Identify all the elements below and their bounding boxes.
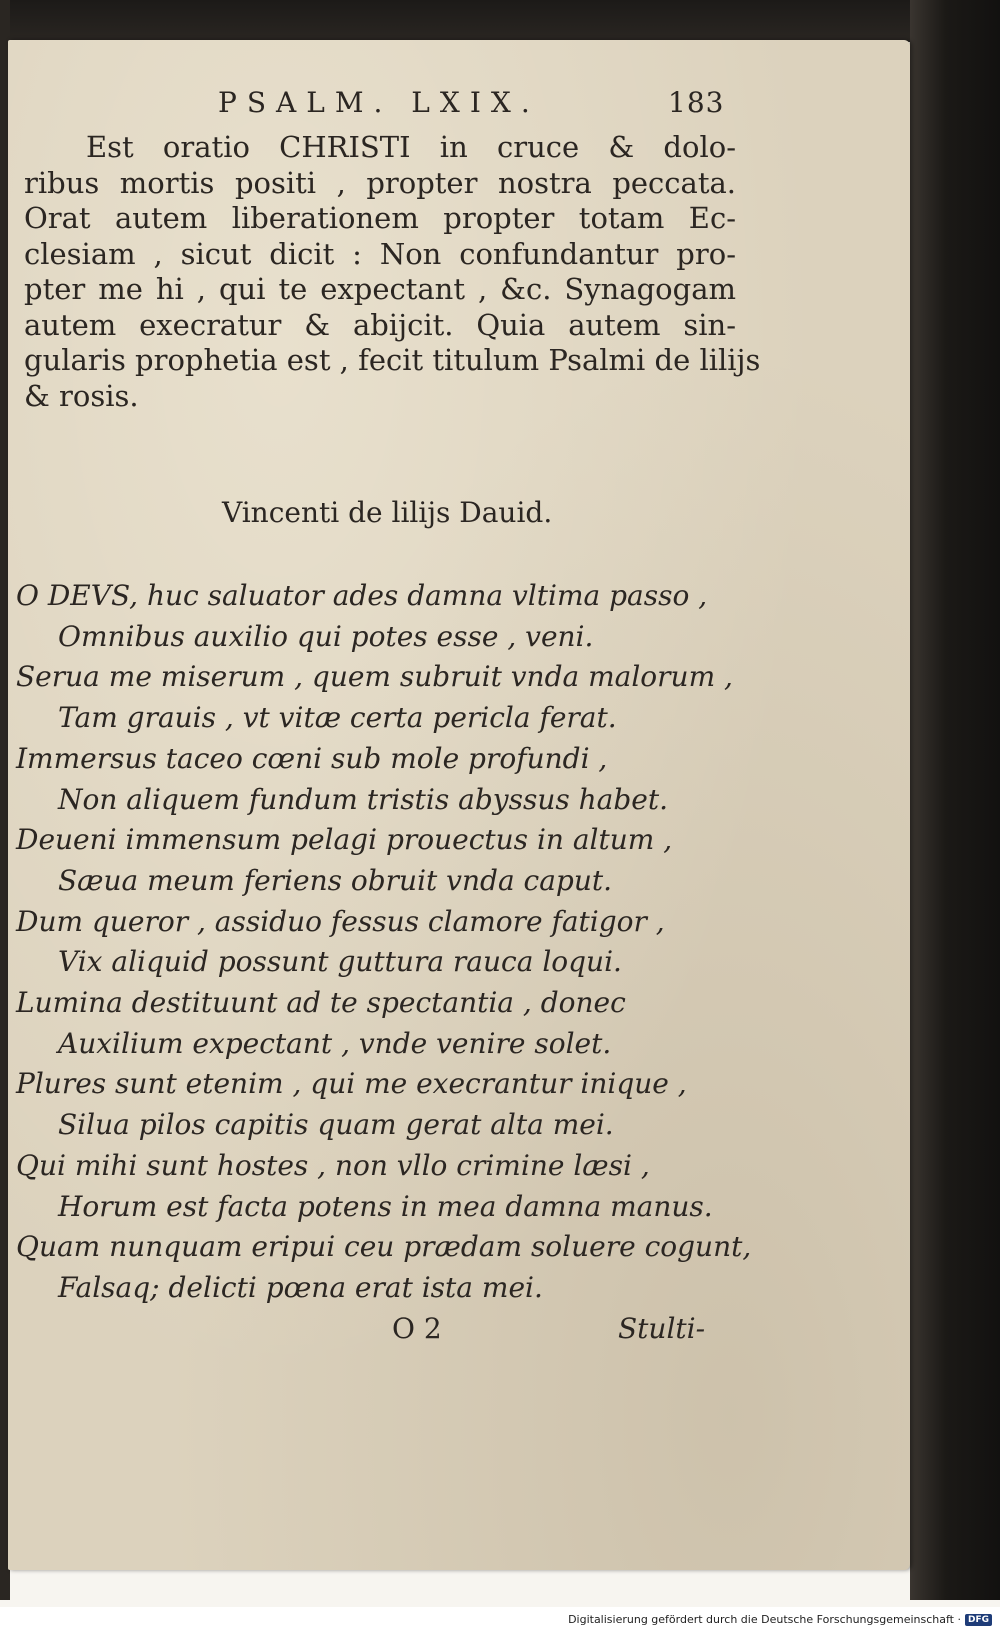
prose-line: clesiam , sicut dicit : Non confundantur pro-: [24, 236, 736, 271]
credit-text: Digitalisierung gefördert durch die Deutsche Forschungsgemeinschaft ·: [568, 1613, 961, 1626]
folio-number: 183: [668, 86, 725, 119]
verse-line: Silua pilos capitis quam gerat alta mei.: [58, 1108, 614, 1142]
verse-line: Horum est facta potens in mea damna manus.: [58, 1189, 713, 1223]
verse-line: Dum queror , assiduo fessus clamore fatigor ,: [16, 904, 665, 938]
commentary-paragraph: [24, 130, 761, 414]
verse-line: Plures sunt etenim , qui me execrantur inique ,: [16, 1067, 687, 1101]
verse-line: Auxilium expectant , vnde venire solet.: [58, 1026, 612, 1060]
verse-line: Serua me miserum , quem subruit vnda malorum ,: [16, 660, 733, 694]
dfg-logo-icon: DFG: [965, 1614, 992, 1626]
verse-line: Tam grauis , vt vitæ certa pericla ferat.: [58, 701, 617, 735]
verse-line: Quam nunquam eripui ceu prædam soluere cogunt,: [16, 1230, 752, 1264]
catchword: Stulti-: [618, 1312, 706, 1345]
prose-line: gularis prophetia est , fecit titulum Psalmi de lilijs: [24, 343, 761, 377]
signature-mark: O 2: [392, 1312, 442, 1345]
prose-line: pter me hi , qui te expectant , &c. Synagogam: [24, 272, 736, 306]
prose-line: ribus mortis positi , propter nostra peccata.: [24, 165, 736, 200]
scan-background-top: [0, 0, 1000, 42]
prose-line: Est oratio CHRISTI in cruce & dolo-: [86, 130, 736, 164]
verse-line: Falsaq; delicti pœna erat ista mei.: [58, 1270, 543, 1304]
running-header: [218, 86, 725, 119]
verse-line: Deueni immensum pelagi prouectus in altum ,: [16, 823, 673, 857]
verse-line: Lumina destituunt ad te spectantia , donec: [16, 986, 626, 1020]
verse-line: Sæua meum feriens obruit vnda caput.: [58, 863, 613, 897]
running-title: PSALM. LXIX.: [218, 86, 540, 119]
verse-block: [16, 576, 751, 1309]
prose-line: autem execratur & abijcit. Quia autem sin-: [24, 307, 736, 342]
verse-line: Qui mihi sunt hostes , non vllo crimine læsi ,: [16, 1148, 650, 1182]
footer-bar: [0, 1607, 1000, 1629]
verse-line: Non aliquem fundum tristis abyssus habet.: [58, 782, 668, 816]
scan-background-right: [910, 0, 1000, 1600]
digitization-credit: [568, 1613, 992, 1626]
verse-line: Vix aliquid possunt guttura rauca loqui.: [58, 945, 622, 979]
verse-line: O DEVS, huc saluator ades damna vltima passo ,: [16, 579, 708, 612]
verse-heading: Vincenti de lilijs Dauid.: [222, 496, 553, 529]
prose-line: & rosis.: [24, 378, 139, 413]
prose-line: Orat autem liberationem propter totam Ec-: [24, 201, 736, 235]
verse-line: Omnibus auxilio qui potes esse , veni.: [58, 619, 594, 653]
verse-line: Immersus taceo cœni sub mole profundi ,: [16, 741, 608, 775]
